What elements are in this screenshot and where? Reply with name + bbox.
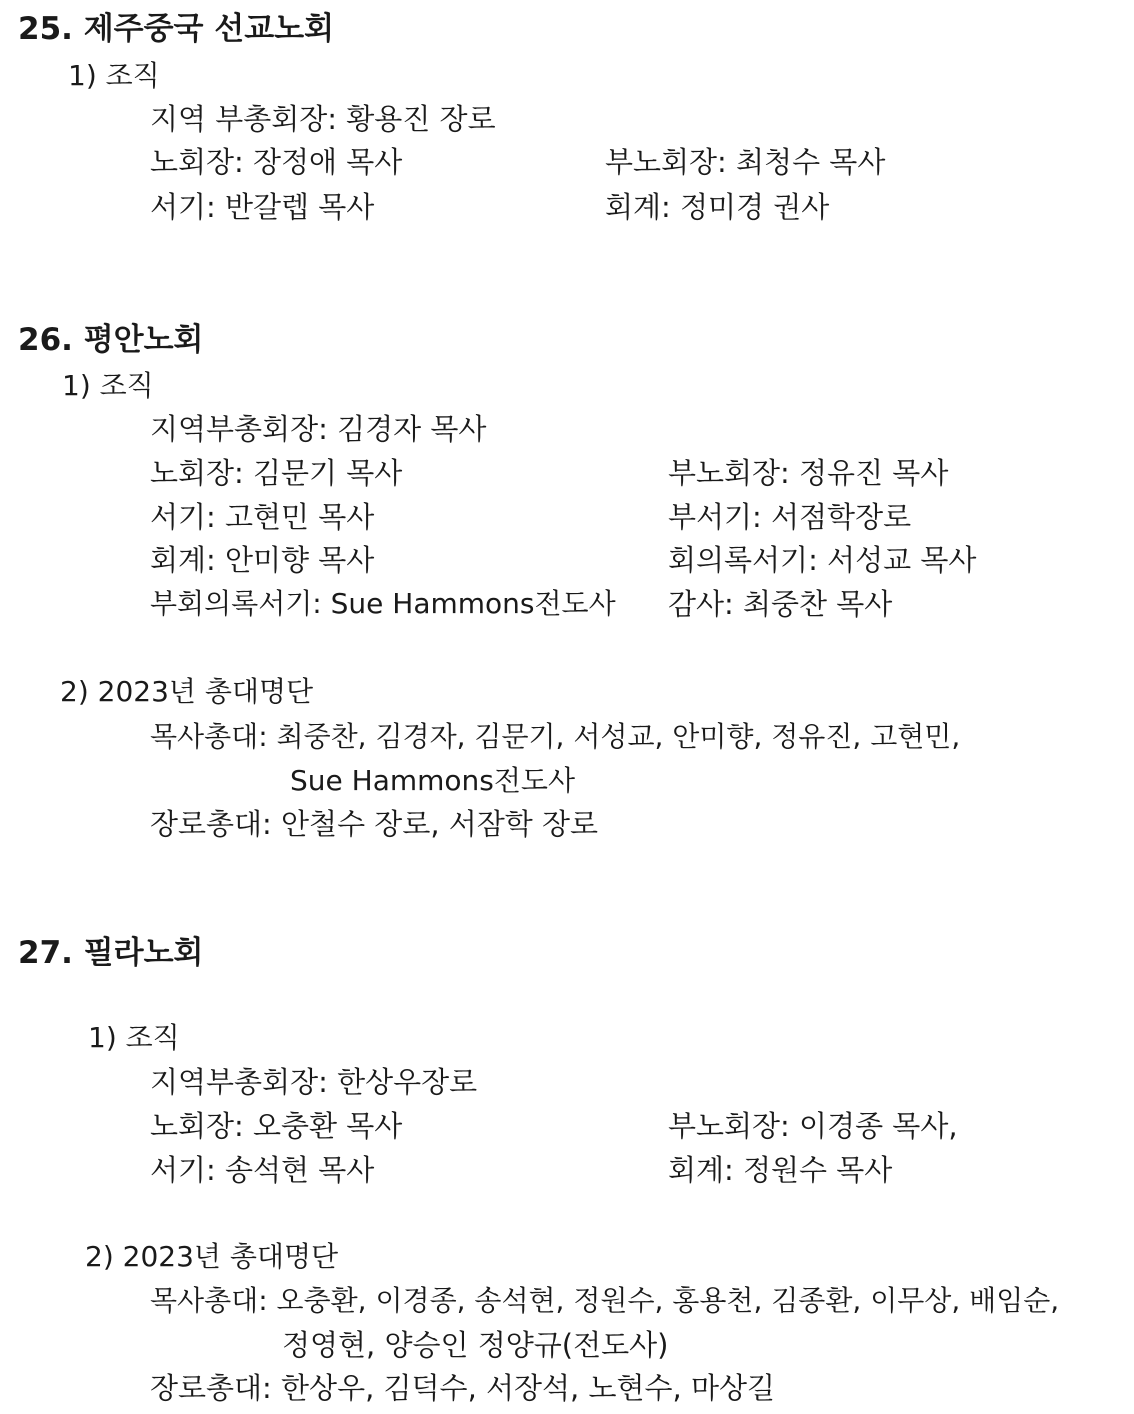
section-27-clerk: 서기: 송석현 목사: [150, 1153, 375, 1187]
section-26-title: 26. 평안노회: [18, 322, 204, 358]
section-27-pastor-delegates-line2: 정영현, 양승인 정양규(전도사): [282, 1328, 669, 1362]
section-27-elder-delegates: 장로총대: 한상우, 김덕수, 서장석, 노현수, 마상길: [150, 1371, 776, 1405]
section-26-delegates-heading: 2) 2023년 총대명단: [60, 675, 314, 708]
section-26-pastor-delegates-line2: Sue Hammons전도사: [290, 764, 576, 797]
section-25-org-heading: 1) 조직: [68, 59, 160, 92]
section-26-recording-clerk: 회의록서기: 서성교 목사: [668, 543, 977, 577]
section-27-regional-vp: 지역부총회장: 한상우장로: [150, 1065, 478, 1099]
section-27-org-heading: 1) 조직: [88, 1021, 180, 1054]
section-26-auditor: 감사: 최중찬 목사: [668, 587, 893, 621]
section-26-elder-delegates: 장로총대: 안철수 장로, 서잠학 장로: [150, 807, 599, 841]
section-26-vice-clerk: 부서기: 서점학장로: [668, 500, 912, 534]
section-27-title: 27. 필라노회: [18, 935, 204, 971]
section-27-pastor-delegates-line1: 목사총대: 오충환, 이경종, 송석현, 정원수, 홍용천, 김종환, 이무상, 배임순,: [150, 1284, 1060, 1317]
section-25-clerk: 서기: 반갈렙 목사: [150, 190, 375, 224]
section-27-delegates-heading: 2) 2023년 총대명단: [85, 1240, 339, 1273]
section-26-moderator: 노회장: 김문기 목사: [150, 456, 403, 490]
section-25-regional-vp: 지역 부총회장: 황용진 장로: [150, 102, 496, 136]
section-26-vice-moderator: 부노회장: 정유진 목사: [668, 456, 949, 490]
section-26-treasurer: 회계: 안미향 목사: [150, 543, 375, 577]
section-25-title: 25. 제주중국 선교노회: [18, 11, 335, 47]
section-25-moderator: 노회장: 장정애 목사: [150, 145, 403, 179]
section-26-regional-vp: 지역부총회장: 김경자 목사: [150, 412, 487, 446]
section-25-vice-moderator: 부노회장: 최청수 목사: [605, 145, 886, 179]
section-27-vice-moderator: 부노회장: 이경종 목사,: [668, 1109, 958, 1143]
section-26-clerk: 서기: 고현민 목사: [150, 500, 375, 534]
section-26-org-heading: 1) 조직: [62, 369, 154, 402]
section-27-moderator: 노회장: 오충환 목사: [150, 1109, 403, 1143]
section-26-pastor-delegates-line1: 목사총대: 최중찬, 김경자, 김문기, 서성교, 안미향, 정유진, 고현민,: [150, 720, 961, 753]
section-25-treasurer: 회계: 정미경 권사: [605, 190, 830, 224]
section-27-treasurer: 회계: 정원수 목사: [668, 1153, 893, 1187]
section-26-vice-recording-clerk: 부회의록서기: Sue Hammons전도사: [150, 587, 616, 620]
